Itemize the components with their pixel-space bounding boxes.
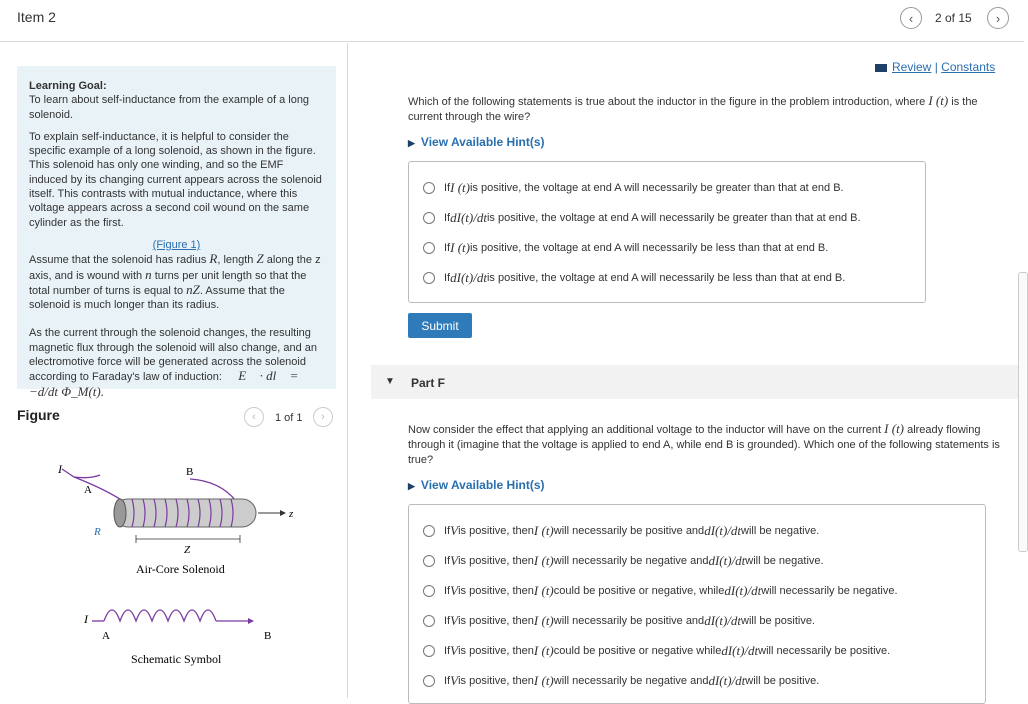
part-e-option-4[interactable]: If dI(t)/dt is positive, the voltage at end A will necessarily be less than that at end B.	[423, 270, 845, 286]
chevron-right-icon: ›	[321, 411, 325, 423]
part-f-choices	[408, 504, 986, 704]
caret-right-icon: ▶	[408, 138, 415, 148]
figure-next-button[interactable]	[313, 407, 333, 427]
part-f-option-3[interactable]: If V is positive, then I (t) could be positive or negative, while dI(t)/dt will necessarily be negative.	[423, 583, 898, 599]
side-panel-edge	[1018, 272, 1028, 552]
part-f-option-1[interactable]: If V is positive, then I (t) will necessarily be positive and dI(t)/dt will be negative.	[423, 523, 819, 539]
review-link[interactable]: Review	[892, 60, 932, 74]
part-e-option-2[interactable]: If dI(t)/dt is positive, the voltage at end A will necessarily be greater than that at end B.	[423, 210, 861, 226]
label-end-b-schematic: B	[264, 630, 272, 642]
part-f-hint-toggle[interactable]: ▶ View Available Hint(s)	[408, 478, 545, 492]
item-counter: 2 of 15	[935, 11, 972, 25]
learning-goal-intro: To learn about self-inductance from the example of a long solenoid.	[29, 94, 310, 121]
part-f-option-2[interactable]: If V is positive, then I (t) will necessarily be negative and dI(t)/dt will be negative.	[423, 553, 824, 569]
label-current-schematic: I	[84, 612, 88, 626]
figure-prev-button[interactable]	[244, 407, 264, 427]
label-end-a-schematic: A	[102, 630, 110, 642]
radio-button[interactable]	[423, 212, 435, 224]
label-end-a: A	[84, 484, 92, 496]
radio-button[interactable]	[423, 555, 435, 567]
radio-button[interactable]	[423, 272, 435, 284]
left-panel	[0, 43, 348, 698]
submit-button[interactable]: Submit	[408, 313, 472, 338]
part-f-title: Part F	[411, 376, 446, 390]
radio-button[interactable]	[423, 645, 435, 657]
learning-goal-box[interactable]	[17, 66, 336, 399]
right-panel	[349, 43, 1024, 698]
goal-paragraph-2: Assume that the solenoid has radius R, length Z along the z axis, and is wound with n turns per unit length so that the total number of turns is equal to nZ. Assume that the solenoid is much longer than its radius.	[29, 251, 321, 312]
part-f-option-4[interactable]: If V is positive, then I (t) will necessarily be positive and dI(t)/dt will be positive.	[423, 613, 815, 629]
part-f-option-6[interactable]: If V is positive, then I (t) will necessarily be negative and dI(t)/dt will be positive.	[423, 673, 819, 689]
part-f-question: Now consider the effect that applying an additional voltage to the inductor will have on the current I (t) already flowing through it (imagine that the voltage is applied to end A, while end B is grounded). Which one of the following statements is true?	[408, 421, 1000, 466]
chevron-right-icon: ›	[995, 10, 1001, 26]
part-e-choices	[408, 161, 926, 303]
part-f-header[interactable]	[371, 365, 1024, 399]
label-radius: R	[94, 526, 101, 538]
label-z-axis: z	[289, 508, 294, 520]
book-icon	[875, 64, 887, 72]
top-bar	[0, 0, 1024, 42]
part-f-option-5[interactable]: If V is positive, then I (t) could be positive or negative while dI(t)/dt will necessarily be positive.	[423, 643, 890, 659]
figure-counter: 1 of 1	[275, 412, 303, 424]
constants-link[interactable]: Constants	[941, 60, 996, 74]
radio-button[interactable]	[423, 675, 435, 687]
part-e-question: Which of the following statements is true about the inductor in the figure in the problem introduction, where I (t) is the current through the wire?	[408, 93, 978, 123]
solenoid-core	[114, 499, 256, 527]
radio-button[interactable]	[423, 615, 435, 627]
learning-goal-heading: Learning Goal:	[29, 80, 107, 92]
chevron-left-icon: ‹	[908, 10, 914, 26]
goal-paragraph-3: As the current through the solenoid changes, the resulting magnetic flux through the solenoid will also change, and an electromotive force will be generated across the solenoid according to Faraday's law of induction: ∮ E⃗ · dl⃗ = −d/dt Φ_M(t).	[29, 327, 318, 399]
figure-link[interactable]: (Figure 1)	[152, 238, 201, 251]
chevron-left-icon: ‹	[252, 411, 256, 423]
radio-button[interactable]	[423, 585, 435, 597]
label-end-b: B	[186, 466, 194, 478]
label-current: I	[58, 462, 62, 476]
next-item-button[interactable]	[987, 7, 1009, 29]
part-e-hint-toggle[interactable]: ▶ View Available Hint(s)	[408, 135, 545, 149]
solenoid-caption: Air-Core Solenoid	[136, 562, 225, 576]
previous-item-button[interactable]	[900, 7, 922, 29]
radio-button[interactable]	[423, 182, 435, 194]
schematic-caption: Schematic Symbol	[131, 652, 222, 666]
item-title: Item 2	[17, 9, 56, 25]
caret-down-icon: ▼	[385, 376, 395, 387]
solenoid-figure	[40, 461, 330, 691]
current-lead-in	[62, 469, 100, 478]
faraday-equation: ∮ E⃗ · dl⃗ = −d/dt Φ_M(t).	[29, 368, 299, 399]
radio-button[interactable]	[423, 242, 435, 254]
goal-paragraph-1: To explain self-inductance, it is helpful to consider the specific example of a long solenoid, as shown in the figure. This solenoid has only one winding, and so the EMF induced by its changing current appears across the solenoid itself. This contrasts with mutual inductance, where this voltage appears across a second coil wound on the same cylinder as the first.	[29, 130, 322, 229]
figure-heading: Figure	[17, 407, 60, 423]
review-constants-links: Review | Constants	[875, 60, 995, 74]
inductor-symbol	[104, 610, 216, 621]
part-e-option-3[interactable]: If I (t) is positive, the voltage at end A will necessarily be less than that at end B.	[423, 240, 828, 256]
radio-button[interactable]	[423, 525, 435, 537]
caret-right-icon: ▶	[408, 481, 415, 491]
part-e-option-1[interactable]: If I (t) is positive, the voltage at end A will necessarily be greater than that at end B.	[423, 180, 844, 196]
label-length: Z	[184, 544, 191, 556]
